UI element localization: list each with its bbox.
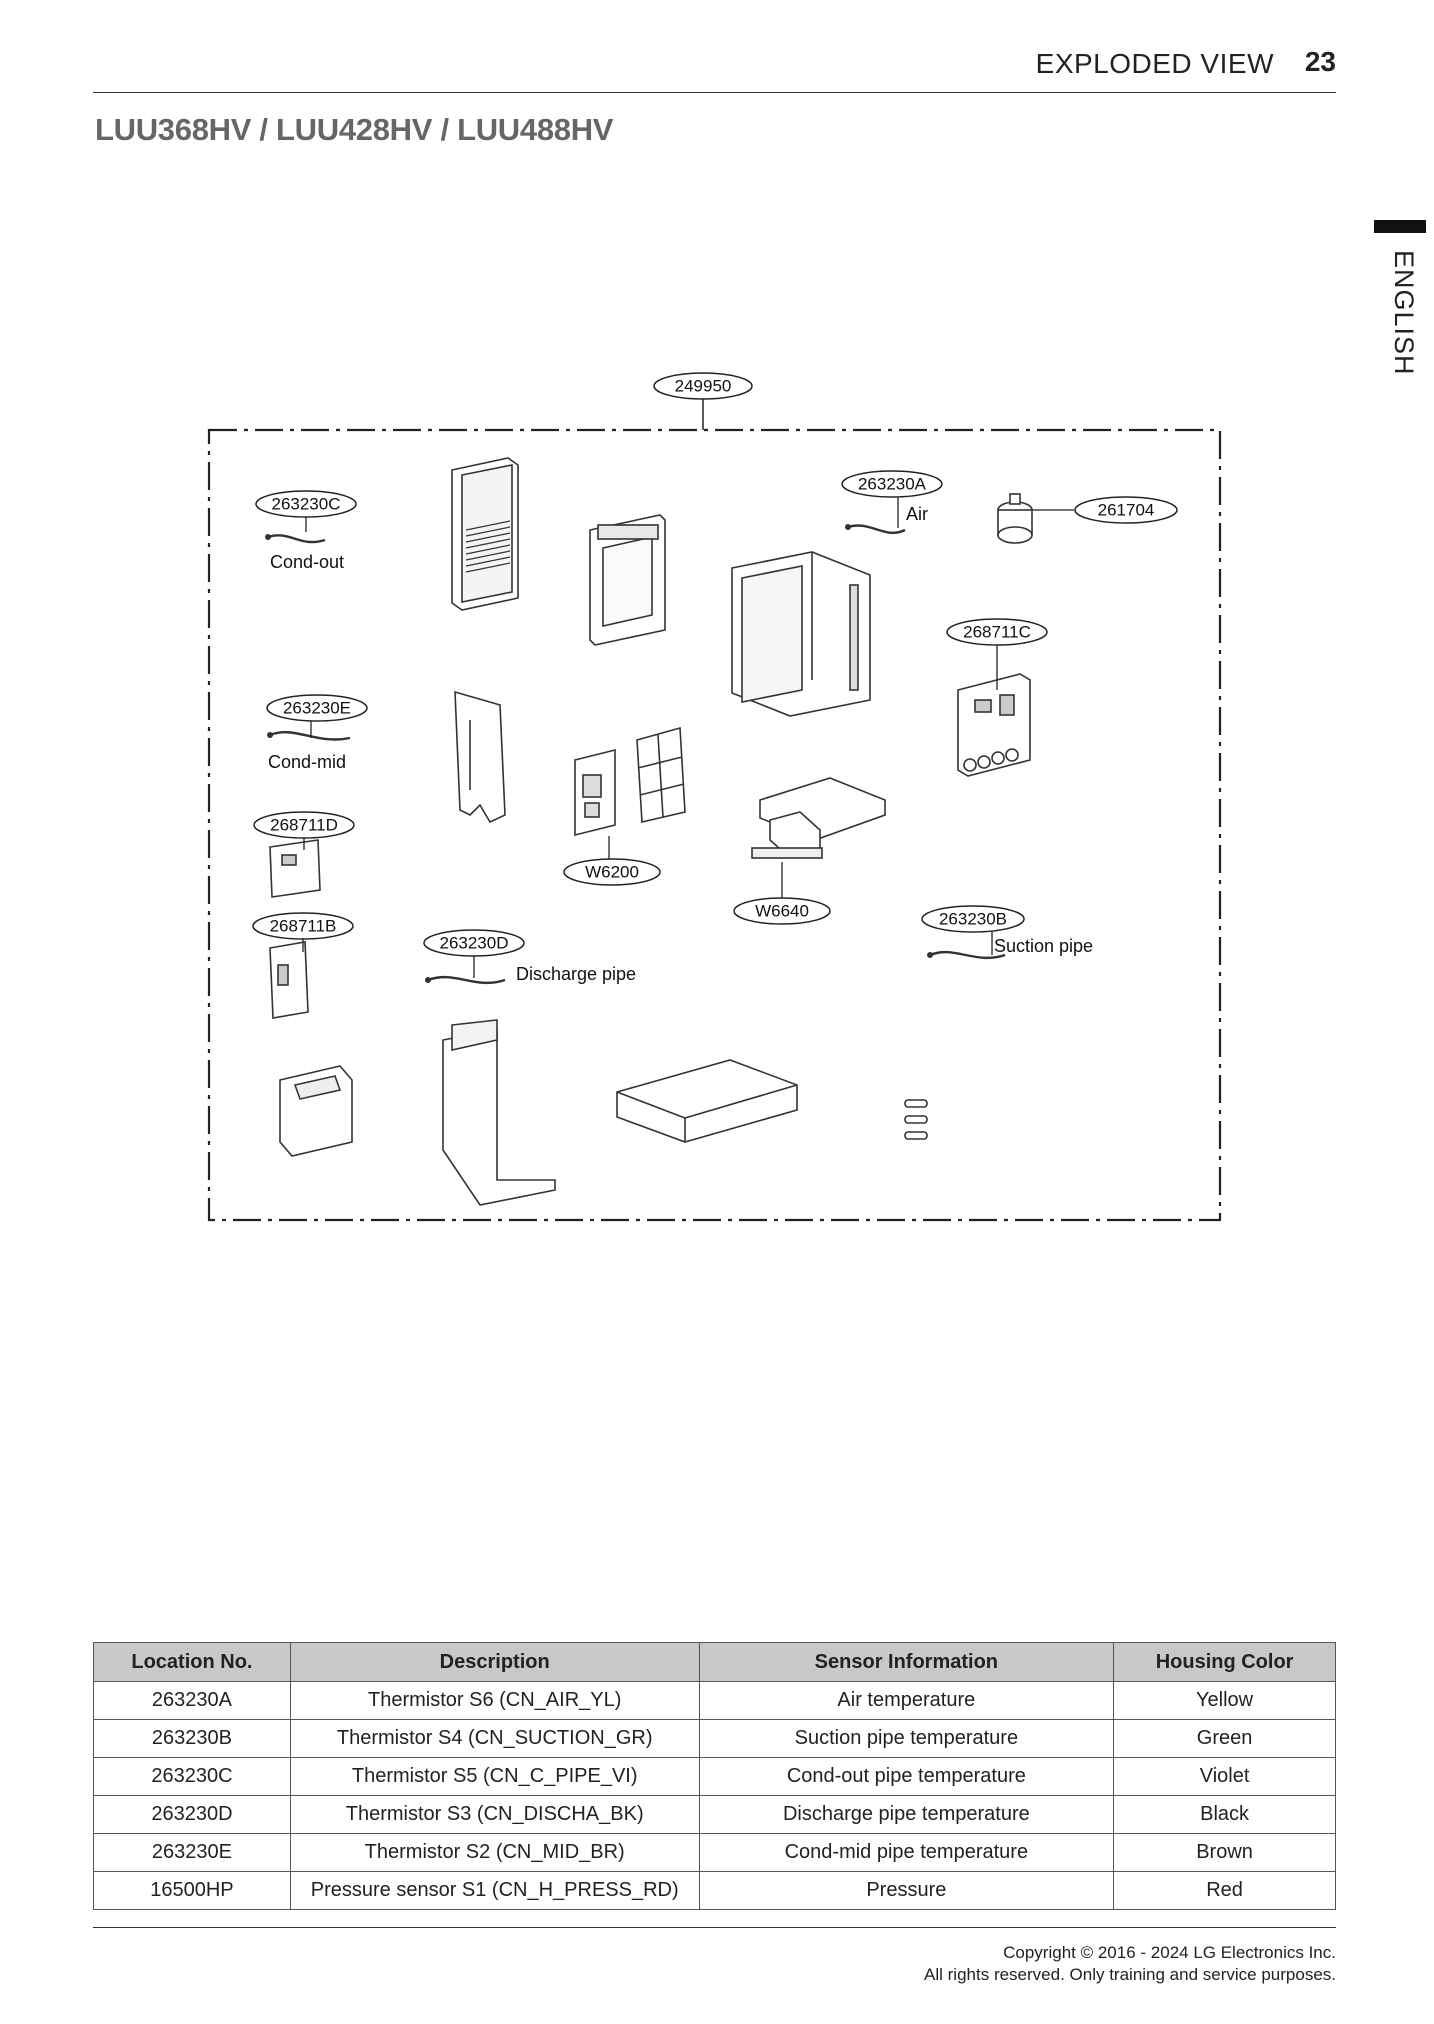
filter-grid-part [637,728,685,822]
callout-label: 268711D [270,815,338,835]
callout-label: 263230A [857,474,927,494]
table-row [94,1758,1336,1796]
pcb-268711b-part [270,942,308,1018]
fuse-parts [905,1100,927,1139]
front-panel-part [452,458,518,610]
model-title: LUU368HV / LUU428HV / LUU488HV [95,112,614,147]
table-cell: Pressure [699,1872,1114,1910]
callout-label: 263230B [938,909,1008,929]
table-cell: 263230D [94,1796,291,1834]
callout-label: 263230C [271,494,341,514]
base-bracket-part [752,778,885,858]
table-cell: Pressure sensor S1 (CN_H_PRESS_RD) [290,1872,699,1910]
callout-label: 249950 [674,376,732,396]
note-cond-mid: Cond-mid [268,752,347,772]
table-cell: Cond-mid pipe temperature [699,1834,1114,1872]
rights-line: All rights reserved. Only training and service purposes. [924,1965,1336,1984]
thermistor-263230d-wire [428,977,505,983]
table-cell: 263230A [94,1682,291,1720]
page-number: 23 [1304,46,1336,77]
column-header: Sensor Information [699,1643,1114,1682]
note-air: Air [906,504,928,524]
table-cell: Red [1114,1872,1336,1910]
table-cell: Suction pipe temperature [699,1720,1114,1758]
thermistor-263230e-wire [270,732,350,739]
main-pcb-part [958,674,1030,776]
inner-plate-part [455,692,505,822]
table-cell: Green [1114,1720,1336,1758]
table-cell: Yellow [1114,1682,1336,1720]
callout-label: 261704 [1097,500,1155,520]
pcb-268711d-part [270,840,320,897]
duct-part [443,1020,555,1205]
table-cell: Black [1114,1796,1336,1834]
table-cell: Air temperature [699,1682,1114,1720]
thermistor-263230c-wire [268,535,325,542]
table-cell: Thermistor S6 (CN_AIR_YL) [290,1682,699,1720]
callout-label: 268711C [963,622,1031,642]
table-row [94,1720,1336,1758]
note-suction-pipe: Suction pipe [994,936,1094,956]
table-cell: Thermistor S3 (CN_DISCHA_BK) [290,1796,699,1834]
thermistor-263230a-wire [848,525,905,532]
table-cell: Thermistor S5 (CN_C_PIPE_VI) [290,1758,699,1796]
table-row [94,1796,1336,1834]
column-header: Housing Color [1114,1643,1336,1682]
note-cond-out: Cond-out [270,552,345,572]
base-tray-part [617,1060,797,1142]
note-discharge-pipe: Discharge pipe [516,964,637,984]
table-cell: Thermistor S2 (CN_MID_BR) [290,1834,699,1872]
copyright-notice [924,1942,1336,1986]
table-cell: Discharge pipe temperature [699,1796,1114,1834]
table-cell: 263230C [94,1758,291,1796]
callout-label: W6200 [585,862,639,882]
table-cell: Brown [1114,1834,1336,1872]
table-row [94,1872,1336,1910]
callout-label: 263230E [282,698,352,718]
section-title: EXPLODED VIEW [1035,48,1274,79]
table-row [94,1834,1336,1872]
callout-label: 268711B [269,916,337,936]
footer-divider [93,1927,1336,1928]
fan-motor-part [998,494,1032,543]
table-cell: Violet [1114,1758,1336,1796]
table-cell: Cond-out pipe temperature [699,1758,1114,1796]
drain-tray-part [280,1066,352,1156]
column-header: Location No. [94,1643,291,1682]
column-header: Description [290,1643,699,1682]
callout-label: 263230D [439,933,509,953]
callout-label: W6640 [755,901,809,921]
table-header-row [94,1643,1336,1682]
cabinet-side-part [732,552,870,716]
frame-bracket-part [590,515,665,645]
table-cell: 263230B [94,1720,291,1758]
table-row [94,1682,1336,1720]
table-cell: 16500HP [94,1872,291,1910]
sensor-table [93,1642,1336,1910]
table-cell: 263230E [94,1834,291,1872]
table-cell: Thermistor S4 (CN_SUCTION_GR) [290,1720,699,1758]
copyright-line: Copyright © 2016 - 2024 LG Electronics Inc. [1003,1943,1336,1962]
control-box-part [575,750,615,835]
language-tab-label: ENGLISH [1389,250,1419,376]
